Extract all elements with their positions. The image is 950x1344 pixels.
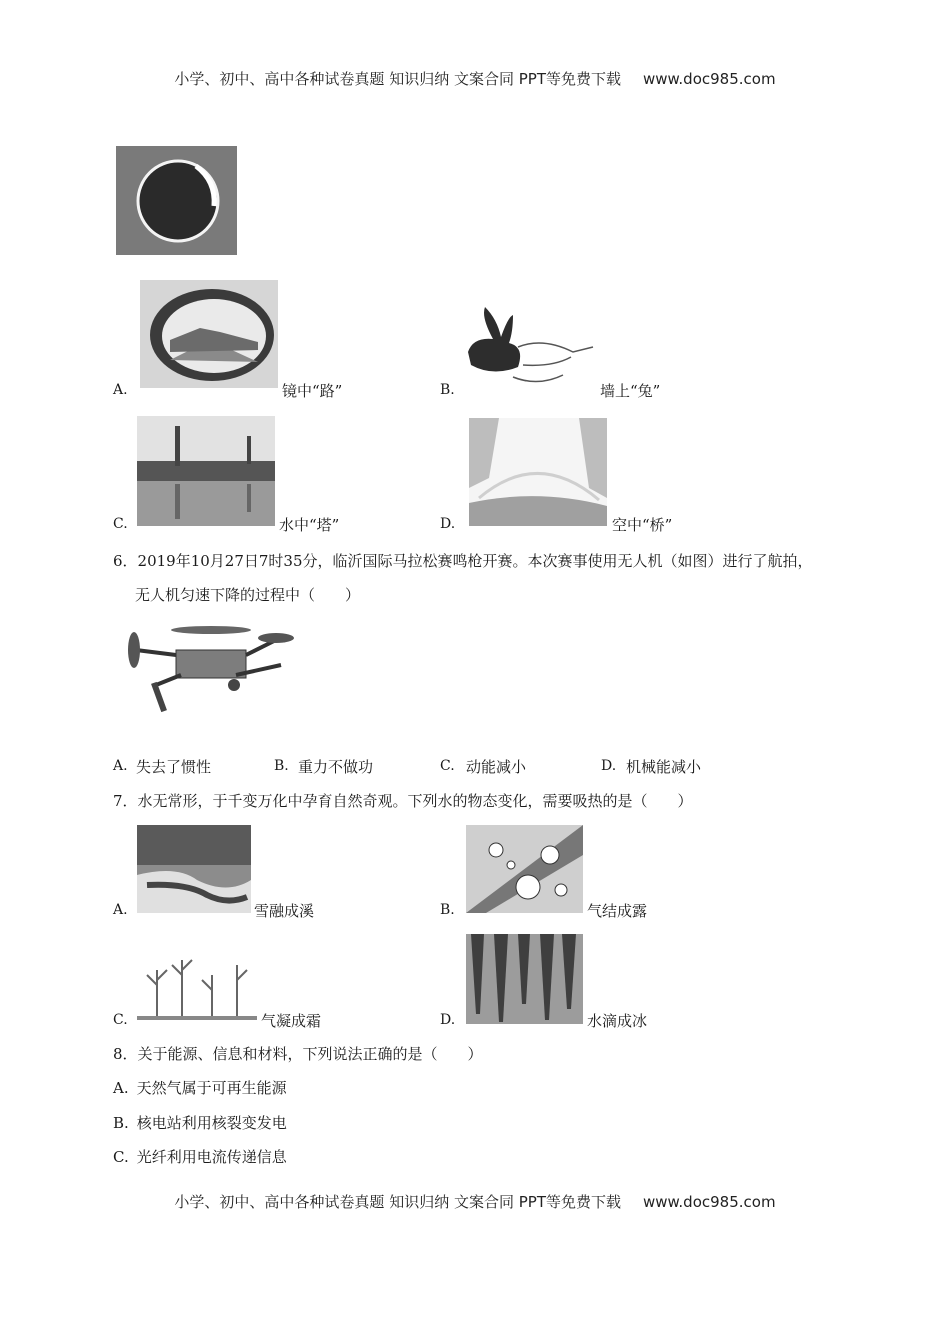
hand-shadow-rabbit-photo xyxy=(463,297,598,389)
q7-option-d-label: D. xyxy=(440,1012,456,1028)
q8-option-b-label: B. xyxy=(113,1114,129,1132)
footer-url[interactable]: www.doc985.com xyxy=(642,1193,776,1211)
q5-option-c-label: C. xyxy=(113,516,128,532)
icicles-photo xyxy=(466,934,583,1024)
q6-option-d-label: D. xyxy=(601,758,617,774)
q6-stem-line1: 6．2019年10月27日7时35分，临沂国际马拉松赛鸣枪开赛。本次赛事使用无人机（如图）进行了航拍， xyxy=(113,552,813,570)
snow-melt-photo xyxy=(137,825,251,913)
header-text: 小学、初中、高中各种试卷真题 知识归纳 文案合同 PPT等免费下载 xyxy=(174,70,621,88)
q7-option-a-label: A. xyxy=(113,902,128,918)
q6-option-a-label: A. xyxy=(113,758,128,774)
q6-option-b-text: 重力不做功 xyxy=(298,758,374,776)
page-footer xyxy=(0,1191,950,1212)
q5-option-c-caption: 水中“塔” xyxy=(279,516,340,534)
frost-photo xyxy=(137,940,257,1024)
q8-option-a-text: 天然气属于可再生能源 xyxy=(136,1079,287,1097)
eclipse-photo xyxy=(116,146,237,255)
q6-option-b-label: B. xyxy=(274,758,289,774)
q8-option-c xyxy=(113,1146,287,1167)
q8-option-a xyxy=(113,1077,287,1098)
q5-option-b-caption: 墙上“兔” xyxy=(600,382,661,400)
q6-option-a-text: 失去了惯性 xyxy=(136,758,212,776)
q5-option-a-caption: 镜中“路” xyxy=(282,382,343,400)
q6-stem-line2: 无人机匀速下降的过程中（ ） xyxy=(135,586,361,604)
q7-option-b-label: B. xyxy=(440,902,455,918)
drone-photo xyxy=(116,620,296,718)
page-header xyxy=(0,68,950,89)
footer-text: 小学、初中、高中各种试卷真题 知识归纳 文案合同 PPT等免费下载 xyxy=(174,1193,621,1211)
q7-option-d-caption: 水滴成冰 xyxy=(587,1012,648,1030)
sky-bridge-photo xyxy=(469,418,607,526)
q8-stem: 8．关于能源、信息和材料，下列说法正确的是（ ） xyxy=(113,1045,483,1063)
q5-option-b-label: B. xyxy=(440,382,455,398)
q8-option-b xyxy=(113,1112,287,1133)
q7-option-c-label: C. xyxy=(113,1012,128,1028)
q5-option-d-caption: 空中“桥” xyxy=(612,516,673,534)
q6-option-c-label: C. xyxy=(440,758,455,774)
q8-option-b-text: 核电站利用核裂变发电 xyxy=(136,1114,287,1132)
header-url[interactable]: www.doc985.com xyxy=(642,70,776,88)
q7-stem: 7．水无常形，于千变万化中孕育自然奇观。下列水的物态变化，需要吸热的是（ ） xyxy=(113,792,693,810)
mirror-road-photo xyxy=(140,280,278,388)
q8-option-c-label: C. xyxy=(113,1148,129,1166)
q7-option-b-caption: 气结成露 xyxy=(587,902,648,920)
q7-option-c-caption: 气凝成霜 xyxy=(261,1012,322,1030)
q5-option-a-label: A. xyxy=(113,382,128,398)
tower-reflection-photo xyxy=(137,416,275,526)
q7-option-a-caption: 雪融成溪 xyxy=(254,902,315,920)
q6-option-c-text: 动能减小 xyxy=(466,758,527,776)
q5-option-d-label: D. xyxy=(440,516,456,532)
dew-photo xyxy=(466,825,583,913)
q8-option-c-text: 光纤利用电流传递信息 xyxy=(136,1148,287,1166)
q8-option-a-label: A. xyxy=(113,1079,129,1097)
q6-option-d-text: 机械能减小 xyxy=(626,758,702,776)
